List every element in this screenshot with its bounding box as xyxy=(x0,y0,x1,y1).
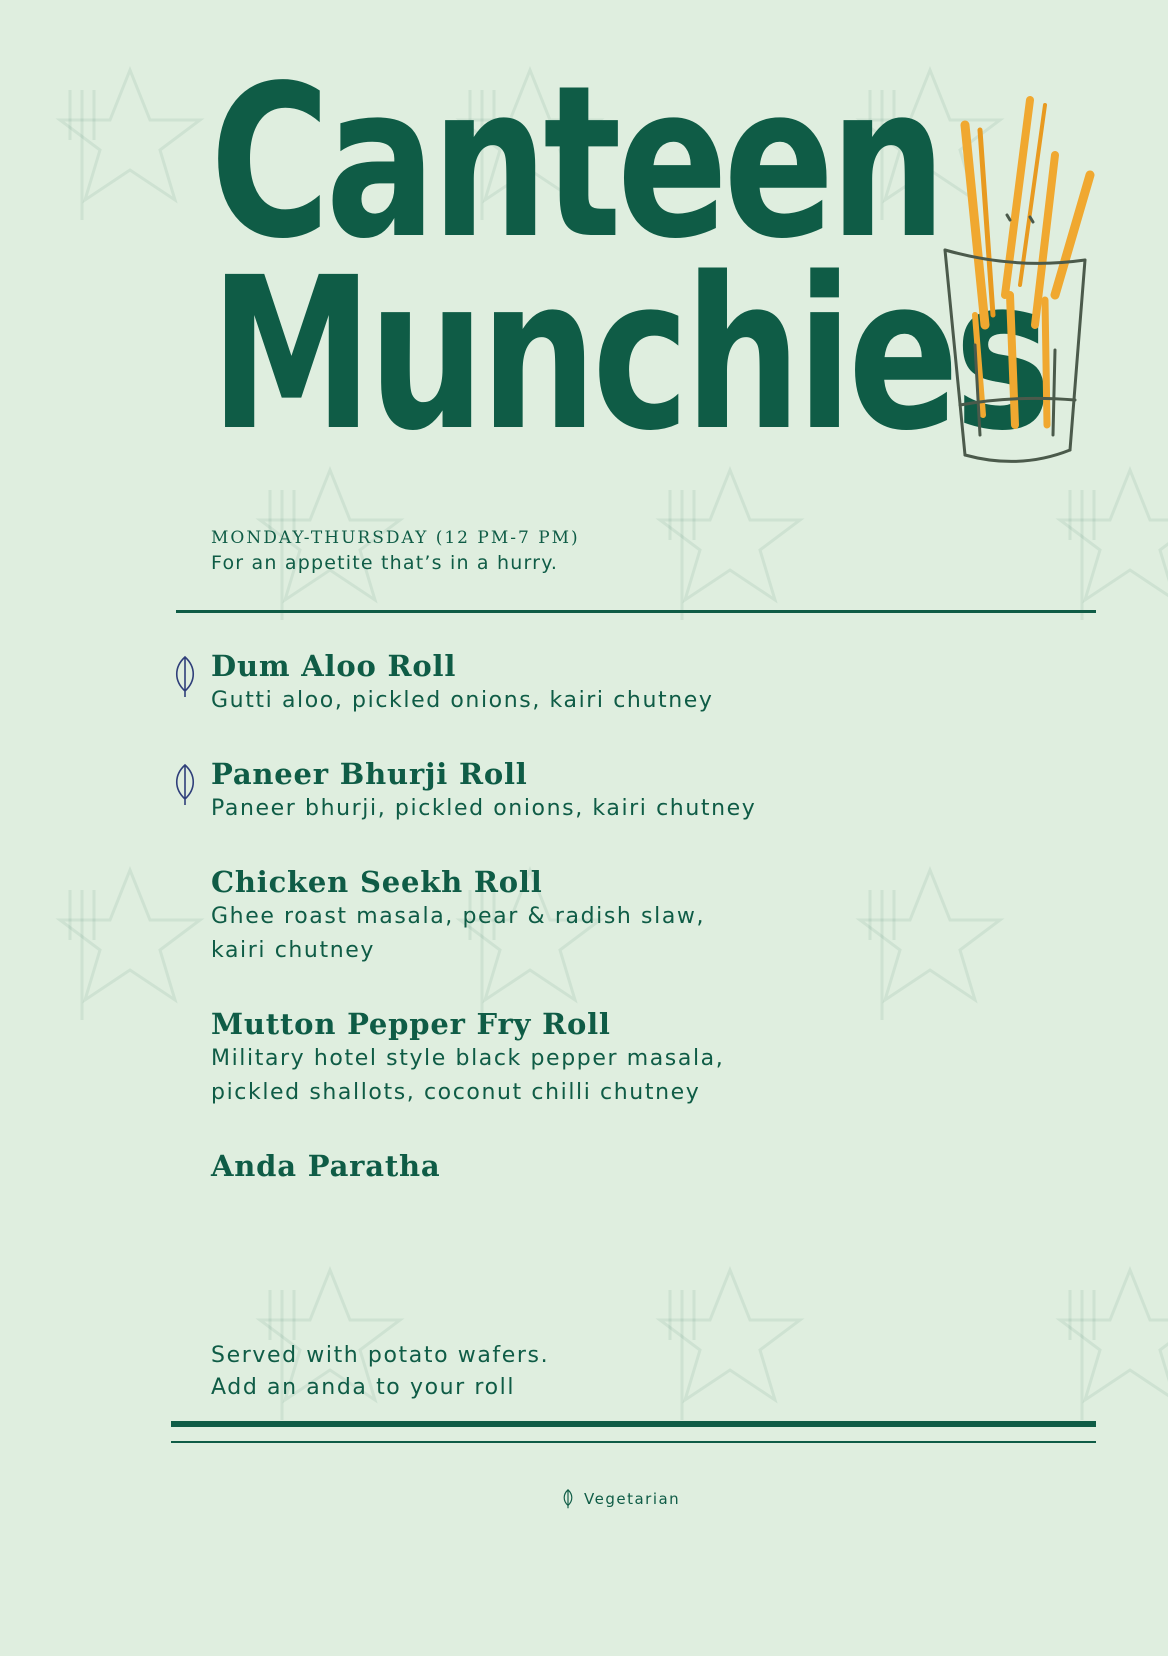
glass-of-fries-illustration xyxy=(935,95,1105,485)
item-name: Paneer Bhurji Roll xyxy=(211,757,528,791)
title-line-1: Canteen xyxy=(210,40,942,285)
item-description: Gutti aloo, pickled onions, kairi chutney xyxy=(211,688,714,713)
top-divider xyxy=(176,610,1096,613)
service-hours: MONDAY-THURSDAY (12 PM-7 PM) xyxy=(211,528,580,548)
menu-item xyxy=(211,1006,1071,1110)
menu-item xyxy=(211,648,1071,718)
leaf-icon xyxy=(172,763,198,807)
footer-note xyxy=(211,1340,549,1404)
legend-label: Vegetarian xyxy=(584,1490,681,1508)
bottom-divider-thick xyxy=(171,1421,1096,1427)
menu-item xyxy=(211,1148,1071,1184)
item-description: Ghee roast masala, pear & radish slaw, kairi chutney xyxy=(211,904,706,963)
bottom-divider-thin xyxy=(171,1441,1096,1443)
item-name: Mutton Pepper Fry Roll xyxy=(211,1007,611,1041)
item-name: Dum Aloo Roll xyxy=(211,649,457,683)
footer-note-line-2: Add an anda to your roll xyxy=(211,1375,516,1400)
item-name: Anda Paratha xyxy=(211,1149,441,1183)
vegetarian-legend xyxy=(562,1488,680,1510)
footer-note-line-1: Served with potato wafers. xyxy=(211,1343,550,1368)
item-description: Military hotel style black pepper masala, pickled shallots, coconut chilli chutney xyxy=(211,1046,725,1105)
leaf-icon xyxy=(562,1488,574,1510)
menu-item xyxy=(211,756,1071,826)
title-line-2: Munchies xyxy=(210,232,1048,477)
tagline: For an appetite that’s in a hurry. xyxy=(211,552,559,574)
item-name: Chicken Seekh Roll xyxy=(211,865,543,899)
leaf-icon xyxy=(172,655,198,699)
menu-item xyxy=(211,864,1071,968)
item-description: Paneer bhurji, pickled onions, kairi chutney xyxy=(211,796,757,821)
